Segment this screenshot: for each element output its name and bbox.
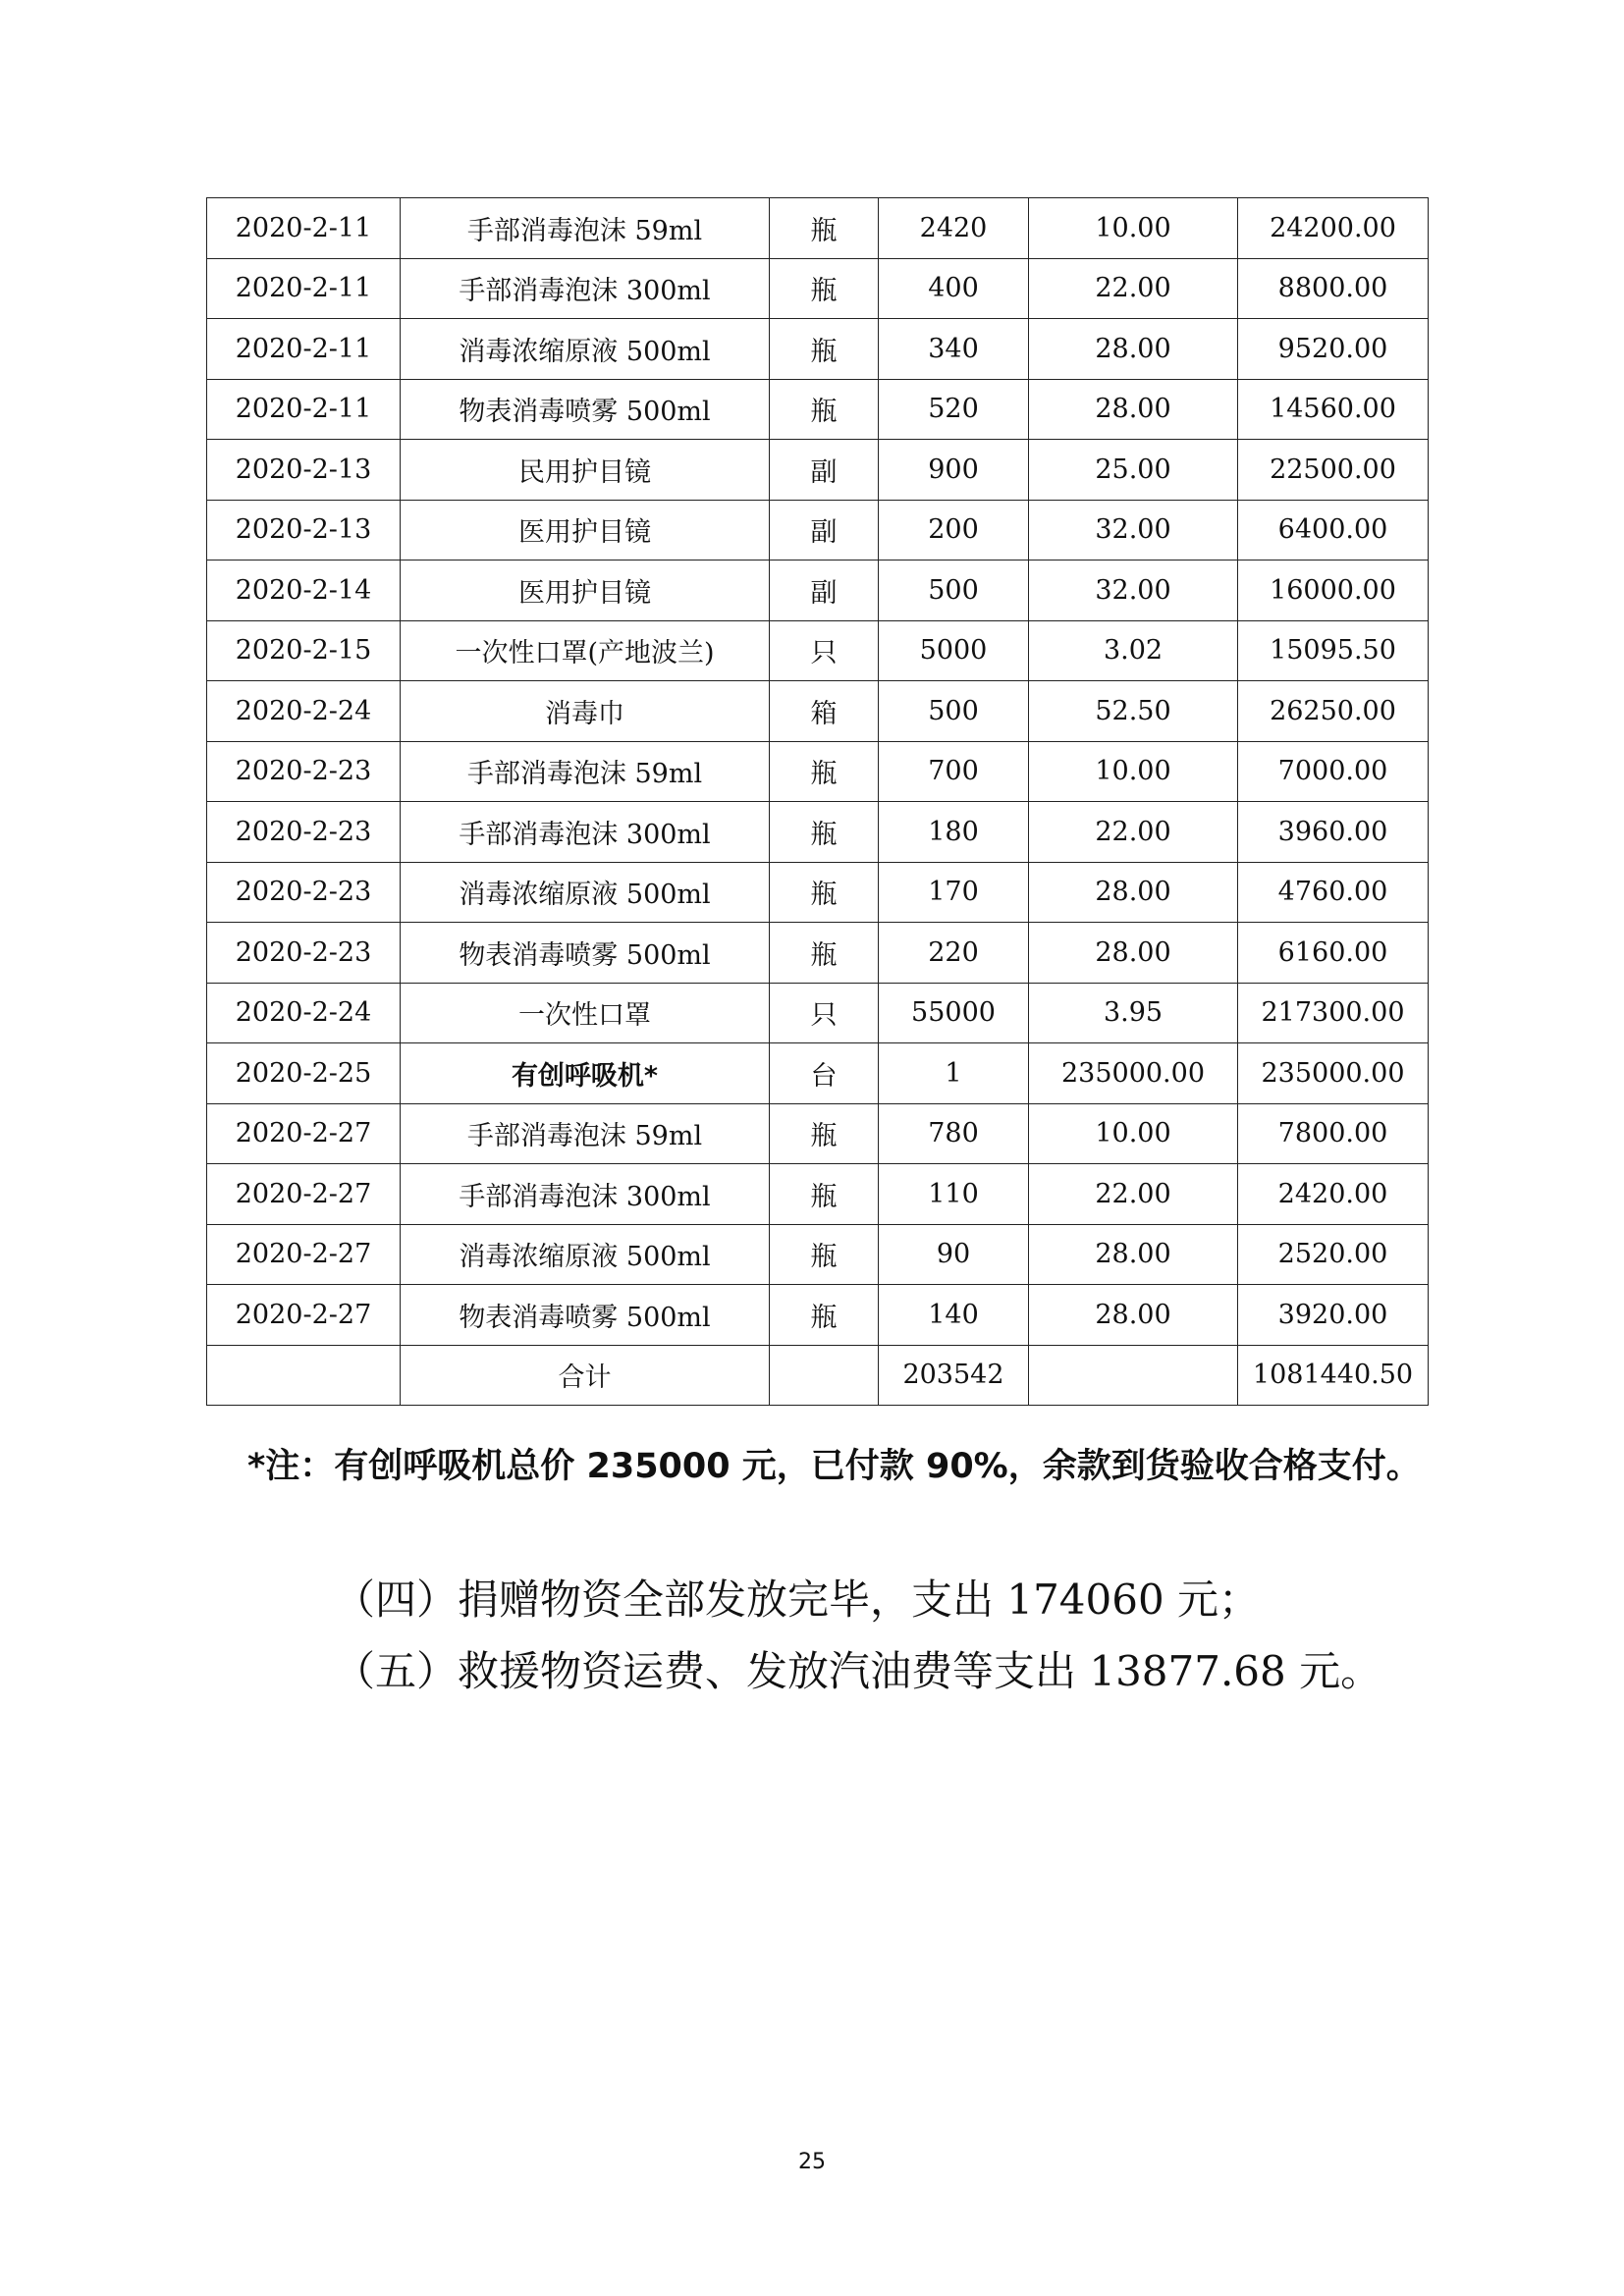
date-cell: 2020-2-23: [207, 923, 401, 984]
footnote-ventilator: *注：有创呼吸机总价 235000 元，已付款 90%，余款到货验收合格支付。: [247, 1447, 1421, 1486]
quantity-cell: 500: [879, 561, 1029, 621]
amount-cell: 26250.00: [1238, 681, 1429, 742]
amount-cell: 3960.00: [1238, 802, 1429, 863]
quantity-cell: 90: [879, 1224, 1029, 1285]
item-name-cell: 消毒浓缩原液 500ml: [401, 1224, 770, 1285]
total-price-cell: [1029, 1345, 1238, 1406]
unit-cell: 瓶: [770, 1164, 879, 1225]
item-name-cell: 消毒浓缩原液 500ml: [401, 319, 770, 380]
supplies-table-body: [207, 198, 1429, 1406]
table-row: [207, 1285, 1429, 1346]
item-name-cell: 有创呼吸机*: [401, 1043, 770, 1104]
item-name-cell: 物表消毒喷雾 500ml: [401, 1285, 770, 1346]
amount-cell: 8800.00: [1238, 258, 1429, 319]
unit-price-cell: 28.00: [1029, 379, 1238, 440]
table-row: [207, 1164, 1429, 1225]
date-cell: 2020-2-27: [207, 1224, 401, 1285]
date-cell: 2020-2-13: [207, 500, 401, 561]
table-row: [207, 198, 1429, 259]
paragraph-freight: （五）救援物资运费、发放汽油费等支出 13877.68 元。: [334, 1647, 1382, 1695]
unit-cell: 只: [770, 983, 879, 1043]
table-row: [207, 681, 1429, 742]
date-cell: 2020-2-11: [207, 258, 401, 319]
total-quantity-cell: 203542: [879, 1345, 1029, 1406]
amount-cell: 15095.50: [1238, 620, 1429, 681]
amount-cell: 217300.00: [1238, 983, 1429, 1043]
total-amount-cell: 1081440.50: [1238, 1345, 1429, 1406]
table-row: [207, 500, 1429, 561]
table-row: [207, 379, 1429, 440]
amount-cell: 3920.00: [1238, 1285, 1429, 1346]
item-name-cell: 一次性口罩(产地波兰): [401, 620, 770, 681]
total-row: [207, 1345, 1429, 1406]
item-name-cell: 手部消毒泡沫 300ml: [401, 802, 770, 863]
total-date-cell: [207, 1345, 401, 1406]
amount-cell: 6400.00: [1238, 500, 1429, 561]
amount-cell: 16000.00: [1238, 561, 1429, 621]
quantity-cell: 110: [879, 1164, 1029, 1225]
quantity-cell: 500: [879, 681, 1029, 742]
item-name-cell: 手部消毒泡沫 59ml: [401, 198, 770, 259]
unit-cell: 台: [770, 1043, 879, 1104]
unit-cell: 瓶: [770, 379, 879, 440]
quantity-cell: 220: [879, 923, 1029, 984]
quantity-cell: 180: [879, 802, 1029, 863]
item-name-cell: 手部消毒泡沫 300ml: [401, 258, 770, 319]
item-name-cell: 手部消毒泡沫 300ml: [401, 1164, 770, 1225]
item-name-cell: 物表消毒喷雾 500ml: [401, 379, 770, 440]
table-row: [207, 1224, 1429, 1285]
unit-price-cell: 10.00: [1029, 1103, 1238, 1164]
amount-cell: 235000.00: [1238, 1043, 1429, 1104]
quantity-cell: 2420: [879, 198, 1029, 259]
item-name-cell: 消毒巾: [401, 681, 770, 742]
quantity-cell: 780: [879, 1103, 1029, 1164]
unit-cell: 瓶: [770, 923, 879, 984]
quantity-cell: 520: [879, 379, 1029, 440]
quantity-cell: 1: [879, 1043, 1029, 1104]
date-cell: 2020-2-14: [207, 561, 401, 621]
unit-price-cell: 28.00: [1029, 1285, 1238, 1346]
unit-price-cell: 32.00: [1029, 561, 1238, 621]
table-row: [207, 319, 1429, 380]
amount-cell: 2420.00: [1238, 1164, 1429, 1225]
table-row: [207, 741, 1429, 802]
date-cell: 2020-2-23: [207, 802, 401, 863]
unit-cell: 瓶: [770, 741, 879, 802]
unit-cell: 瓶: [770, 862, 879, 923]
date-cell: 2020-2-24: [207, 681, 401, 742]
date-cell: 2020-2-11: [207, 379, 401, 440]
date-cell: 2020-2-23: [207, 741, 401, 802]
quantity-cell: 340: [879, 319, 1029, 380]
date-cell: 2020-2-13: [207, 440, 401, 501]
item-name-cell: 医用护目镜: [401, 500, 770, 561]
date-cell: 2020-2-15: [207, 620, 401, 681]
amount-cell: 22500.00: [1238, 440, 1429, 501]
unit-price-cell: 52.50: [1029, 681, 1238, 742]
unit-price-cell: 28.00: [1029, 319, 1238, 380]
unit-cell: 副: [770, 561, 879, 621]
item-name-cell: 民用护目镜: [401, 440, 770, 501]
table-row: [207, 620, 1429, 681]
table-row: [207, 1043, 1429, 1104]
amount-cell: 6160.00: [1238, 923, 1429, 984]
unit-price-cell: 235000.00: [1029, 1043, 1238, 1104]
amount-cell: 7000.00: [1238, 741, 1429, 802]
unit-price-cell: 32.00: [1029, 500, 1238, 561]
date-cell: 2020-2-11: [207, 319, 401, 380]
quantity-cell: 140: [879, 1285, 1029, 1346]
item-name-cell: 医用护目镜: [401, 561, 770, 621]
table-row: [207, 561, 1429, 621]
unit-price-cell: 22.00: [1029, 258, 1238, 319]
unit-price-cell: 22.00: [1029, 1164, 1238, 1225]
unit-cell: 只: [770, 620, 879, 681]
unit-cell: 瓶: [770, 1103, 879, 1164]
amount-cell: 9520.00: [1238, 319, 1429, 380]
item-name-cell: 一次性口罩: [401, 983, 770, 1043]
quantity-cell: 55000: [879, 983, 1029, 1043]
table-row: [207, 923, 1429, 984]
amount-cell: 24200.00: [1238, 198, 1429, 259]
date-cell: 2020-2-25: [207, 1043, 401, 1104]
item-name-cell: 手部消毒泡沫 59ml: [401, 1103, 770, 1164]
item-name-cell: 消毒浓缩原液 500ml: [401, 862, 770, 923]
unit-price-cell: 28.00: [1029, 862, 1238, 923]
date-cell: 2020-2-23: [207, 862, 401, 923]
total-unit-cell: [770, 1345, 879, 1406]
date-cell: 2020-2-27: [207, 1164, 401, 1225]
supplies-table: [206, 197, 1429, 1406]
page-number: 25: [798, 2150, 826, 2174]
amount-cell: 14560.00: [1238, 379, 1429, 440]
unit-price-cell: 28.00: [1029, 923, 1238, 984]
table-row: [207, 440, 1429, 501]
quantity-cell: 200: [879, 500, 1029, 561]
date-cell: 2020-2-24: [207, 983, 401, 1043]
amount-cell: 4760.00: [1238, 862, 1429, 923]
unit-cell: 瓶: [770, 258, 879, 319]
amount-cell: 2520.00: [1238, 1224, 1429, 1285]
quantity-cell: 5000: [879, 620, 1029, 681]
unit-price-cell: 3.02: [1029, 620, 1238, 681]
unit-price-cell: 3.95: [1029, 983, 1238, 1043]
unit-price-cell: 28.00: [1029, 1224, 1238, 1285]
item-name-cell: 手部消毒泡沫 59ml: [401, 741, 770, 802]
amount-cell: 7800.00: [1238, 1103, 1429, 1164]
unit-price-cell: 10.00: [1029, 198, 1238, 259]
unit-cell: 箱: [770, 681, 879, 742]
unit-price-cell: 25.00: [1029, 440, 1238, 501]
table-row: [207, 258, 1429, 319]
date-cell: 2020-2-27: [207, 1285, 401, 1346]
unit-cell: 副: [770, 500, 879, 561]
unit-cell: 副: [770, 440, 879, 501]
unit-cell: 瓶: [770, 1224, 879, 1285]
date-cell: 2020-2-11: [207, 198, 401, 259]
quantity-cell: 170: [879, 862, 1029, 923]
quantity-cell: 400: [879, 258, 1029, 319]
unit-price-cell: 22.00: [1029, 802, 1238, 863]
quantity-cell: 700: [879, 741, 1029, 802]
unit-cell: 瓶: [770, 198, 879, 259]
paragraph-donations: （四）捐赠物资全部发放完毕，支出 174060 元；: [334, 1575, 1261, 1624]
unit-cell: 瓶: [770, 1285, 879, 1346]
unit-price-cell: 10.00: [1029, 741, 1238, 802]
table-row: [207, 802, 1429, 863]
item-name-cell: 物表消毒喷雾 500ml: [401, 923, 770, 984]
table-row: [207, 983, 1429, 1043]
table-row: [207, 862, 1429, 923]
unit-cell: 瓶: [770, 319, 879, 380]
quantity-cell: 900: [879, 440, 1029, 501]
table-row: [207, 1103, 1429, 1164]
total-label-cell: 合计: [401, 1345, 770, 1406]
date-cell: 2020-2-27: [207, 1103, 401, 1164]
unit-cell: 瓶: [770, 802, 879, 863]
